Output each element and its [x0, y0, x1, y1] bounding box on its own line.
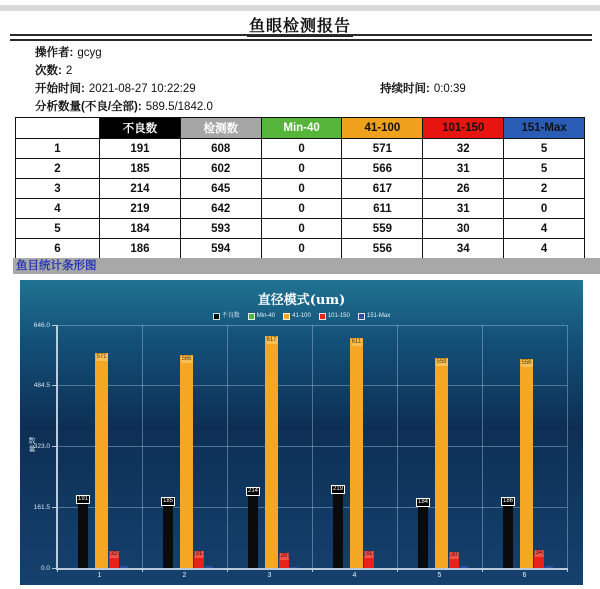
legend-item-41-100 [283, 313, 311, 320]
legend-swatch-41-100 [283, 313, 290, 320]
meta-duration [380, 80, 466, 98]
bar-value-label: 184 [417, 499, 429, 505]
table-cell: 593 [180, 219, 261, 239]
table-cell: 617 [342, 179, 423, 199]
chart-title: 直径模式(um) [257, 293, 346, 308]
bar-41-100 [95, 353, 108, 568]
legend-item-min-40 [248, 313, 275, 320]
bar-value-label: 31 [365, 551, 373, 557]
y-tick-label: 323.0 [33, 443, 50, 450]
v-gridline [227, 325, 228, 568]
y-tick-mark [52, 385, 56, 386]
bar-value-label: 219 [332, 486, 344, 492]
table-header-cell: 不良数 [100, 118, 181, 139]
start-time-value: 2021-08-27 10:22:29 [88, 83, 196, 95]
table-header-cell [16, 118, 100, 139]
meta-analysis [35, 98, 595, 116]
table-cell: 4 [504, 239, 585, 259]
table-row [16, 179, 585, 199]
y-tick-mark [52, 507, 56, 508]
bar-value-label: 571 [96, 354, 107, 360]
bar-value-label: 611 [351, 339, 362, 345]
legend-label: 101-150 [327, 313, 350, 319]
table-cell: 594 [180, 239, 261, 259]
v-gridline [482, 325, 483, 568]
y-axis-line [56, 325, 58, 569]
legend-label: 41-100 [292, 313, 311, 319]
legend-swatch-defect-count [213, 313, 220, 320]
bar-151-max [205, 566, 213, 568]
y-tick-label: 484.5 [33, 382, 50, 390]
bar-151-max [290, 567, 298, 568]
bar-151-max [120, 566, 128, 568]
v-gridline [312, 325, 313, 568]
x-tick-label: 4 [352, 572, 357, 579]
bar-41-100 [520, 359, 533, 568]
table-header-cell: 41-100 [342, 118, 423, 139]
bar-101-150 [194, 551, 204, 568]
bar-41-100 [180, 355, 193, 568]
table-header-cell: Min-40 [261, 118, 342, 139]
bar-101-150 [109, 551, 119, 568]
bar-value-label: 185 [162, 498, 174, 504]
x-tick-mark [397, 568, 398, 572]
table-cell: 3 [16, 179, 100, 199]
bar-defect-count [248, 488, 258, 568]
start-time-label: 开始时间: [35, 83, 85, 95]
table-cell: 602 [180, 159, 261, 179]
table-row [16, 199, 585, 219]
table-cell: 6 [16, 239, 100, 259]
legend-item-151-max [358, 313, 390, 320]
table-cell: 5 [504, 159, 585, 179]
meta-times [35, 80, 595, 98]
y-tick-mark [52, 446, 56, 447]
table-cell: 31 [423, 199, 504, 219]
legend-swatch-151-max [358, 313, 365, 320]
bar-41-100 [265, 336, 278, 568]
table-cell: 642 [180, 199, 261, 219]
bar-value-label: 186 [502, 498, 514, 504]
x-tick-label: 1 [97, 572, 102, 579]
table-cell: 608 [180, 139, 261, 159]
table-cell: 566 [342, 159, 423, 179]
bar-value-label: 617 [266, 337, 277, 343]
x-tick-mark [142, 568, 143, 572]
x-tick-mark [482, 568, 483, 572]
table-row [16, 219, 585, 239]
table-cell: 0 [261, 219, 342, 239]
duration-value: 0:0:39 [433, 83, 466, 95]
bar-101-150 [449, 552, 459, 568]
table-cell: 31 [423, 159, 504, 179]
table-cell: 30 [423, 219, 504, 239]
bar-value-label: 26 [280, 553, 288, 559]
v-gridline [397, 325, 398, 568]
bar-defect-count [163, 498, 173, 568]
table-cell: 571 [342, 139, 423, 159]
bar-defect-count [503, 498, 513, 568]
analysis-label: 分析数量(不良/全部): [35, 101, 142, 113]
bar-value-label: 30 [450, 552, 458, 558]
table-cell: 0 [261, 239, 342, 259]
operator-value: gcyg [77, 47, 102, 59]
bar-defect-count [78, 496, 88, 568]
y-axis-title: 数量 [28, 436, 35, 453]
x-tick-label: 6 [522, 572, 527, 579]
table-cell: 4 [16, 199, 100, 219]
bar-41-100 [350, 338, 363, 568]
analysis-value: 589.5/1842.0 [145, 101, 213, 113]
y-tick-mark [52, 568, 56, 569]
y-tick-label: 161.5 [33, 503, 50, 511]
x-tick-mark [567, 568, 568, 572]
x-tick-label: 2 [182, 572, 187, 579]
bar-value-label: 31 [195, 551, 203, 557]
table-cell: 2 [16, 159, 100, 179]
table-cell: 26 [423, 179, 504, 199]
bar-101-150 [279, 553, 289, 568]
meta-operator [35, 44, 595, 62]
bar-value-label: 32 [110, 551, 118, 557]
table-cell: 559 [342, 219, 423, 239]
legend-swatch-101-150 [319, 313, 326, 320]
table-cell: 186 [100, 239, 181, 259]
v-gridline [142, 325, 143, 568]
table-cell: 0 [261, 179, 342, 199]
table-cell: 0 [504, 199, 585, 219]
table-cell: 185 [100, 159, 181, 179]
legend-swatch-min-40 [248, 313, 255, 320]
table-cell: 5 [16, 219, 100, 239]
table-row [16, 239, 585, 259]
y-tick-mark [52, 325, 56, 326]
bar-defect-count [418, 499, 428, 568]
bar-101-150 [534, 550, 544, 568]
operator-label: 操作者: [35, 47, 74, 59]
bar-chart-section-header [13, 258, 600, 274]
bar-chart-section-title: 鱼目统计条形图 [16, 260, 97, 272]
table-cell: 191 [100, 139, 181, 159]
table-body [16, 139, 585, 259]
table-cell: 645 [180, 179, 261, 199]
diameter-mode-chart [20, 280, 583, 585]
bar-value-label: 34 [535, 550, 543, 556]
count-label: 次数: [35, 65, 62, 77]
page-title [0, 13, 600, 36]
count-value: 2 [65, 65, 73, 77]
bar-151-max [545, 566, 553, 568]
x-tick-label: 5 [437, 572, 442, 579]
table-cell: 184 [100, 219, 181, 239]
table-cell: 34 [423, 239, 504, 259]
table-cell: 0 [261, 139, 342, 159]
table-cell: 4 [504, 219, 585, 239]
table-cell: 5 [504, 139, 585, 159]
bar-value-label: 214 [247, 488, 259, 494]
bar-value-label: 191 [77, 496, 89, 502]
table-cell: 611 [342, 199, 423, 219]
table-header-cell: 151-Max [504, 118, 585, 139]
table-header-cell: 检测数 [180, 118, 261, 139]
table-header-row [16, 118, 585, 139]
table-cell: 0 [261, 199, 342, 219]
table-cell: 219 [100, 199, 181, 219]
duration-label: 持续时间: [380, 83, 430, 95]
top-divider [0, 5, 600, 11]
table-cell: 2 [504, 179, 585, 199]
page-title-text: 鱼眼检测报告 [248, 18, 351, 35]
report-meta [35, 44, 595, 116]
y-tick-label: 0.0 [40, 564, 50, 572]
table-cell: 32 [423, 139, 504, 159]
bar-defect-count [333, 486, 343, 568]
x-tick-mark [57, 568, 58, 572]
table-cell: 556 [342, 239, 423, 259]
legend-label: 不良数 [221, 313, 240, 319]
table-cell: 214 [100, 179, 181, 199]
table-row [16, 139, 585, 159]
legend-item-101-150 [319, 313, 350, 320]
table-cell: 0 [261, 159, 342, 179]
bar-value-label: 559 [436, 359, 447, 365]
bar-151-max [460, 566, 468, 568]
bar-value-label: 566 [181, 356, 192, 362]
meta-count [35, 62, 595, 80]
table-row [16, 159, 585, 179]
v-gridline [567, 325, 568, 568]
x-tick-mark [227, 568, 228, 572]
detection-table [15, 117, 585, 259]
legend-label: Min-40 [256, 313, 276, 319]
bar-value-label: 556 [521, 360, 532, 366]
title-divider [10, 34, 592, 41]
table-header-cell: 101-150 [423, 118, 504, 139]
x-tick-label: 3 [267, 572, 272, 579]
table-cell: 1 [16, 139, 100, 159]
legend-item-defect-count [213, 313, 240, 320]
x-tick-mark [312, 568, 313, 572]
chart-plot-area [33, 321, 567, 579]
legend-label: 151-Max [366, 313, 391, 319]
bar-101-150 [364, 551, 374, 568]
chart-legend [20, 313, 583, 320]
bar-41-100 [435, 358, 448, 568]
y-tick-label: 646.0 [33, 321, 50, 329]
